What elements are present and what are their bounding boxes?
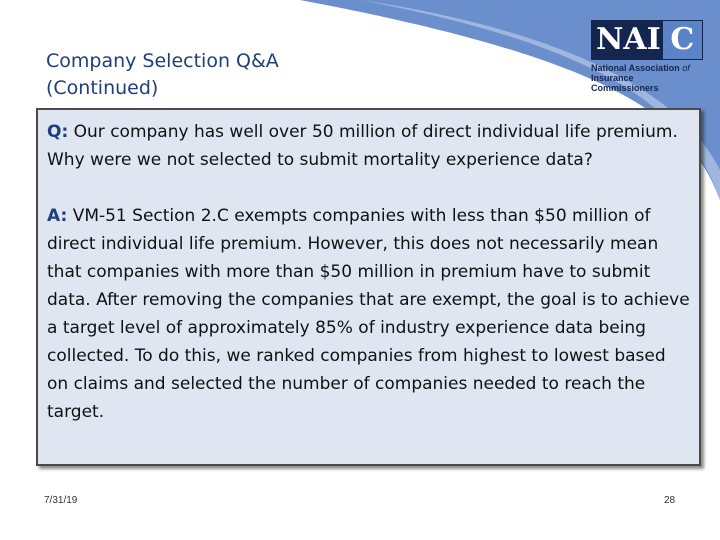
naic-logo — [591, 20, 703, 93]
qa-content-box — [36, 108, 701, 466]
slide-title-line1: Company Selection Q&A — [46, 50, 279, 72]
slide-title-line2: (Continued) — [46, 77, 159, 99]
question-text: Our company has well over 50 million of direct individual life premium. Why were we not selected to submit mortality experience data? — [47, 122, 678, 170]
answer-paragraph — [47, 202, 691, 426]
footer-date: 7/31/19 — [44, 495, 78, 506]
question-prefix: Q: — [47, 122, 69, 142]
slide-title — [46, 48, 466, 102]
logo-org-line1: National Association — [591, 63, 680, 73]
answer-prefix: A: — [47, 206, 68, 226]
question-paragraph — [47, 118, 691, 174]
logo-org-of: of — [682, 63, 690, 73]
logo-org-name — [591, 63, 703, 93]
logo-mark — [591, 20, 703, 60]
answer-text: VM-51 Section 2.C exempts companies with less than $50 million of direct individual life premium. However, this does not necessarily mean that companies with more than $50 million in premium have to submit data. After removing the companies that are exempt, the goal is to achieve a target level of approximately 85% of industry experience data being collected. To do this, we ranked companies from highest to lowest based on claims and selected the number of companies needed to reach the target. — [47, 206, 690, 422]
logo-org-line2: Insurance Commissioners — [591, 73, 659, 93]
logo-mark-accent: C — [663, 21, 702, 59]
footer-page-number: 28 — [664, 495, 676, 506]
logo-mark-main: NAI — [592, 21, 663, 59]
